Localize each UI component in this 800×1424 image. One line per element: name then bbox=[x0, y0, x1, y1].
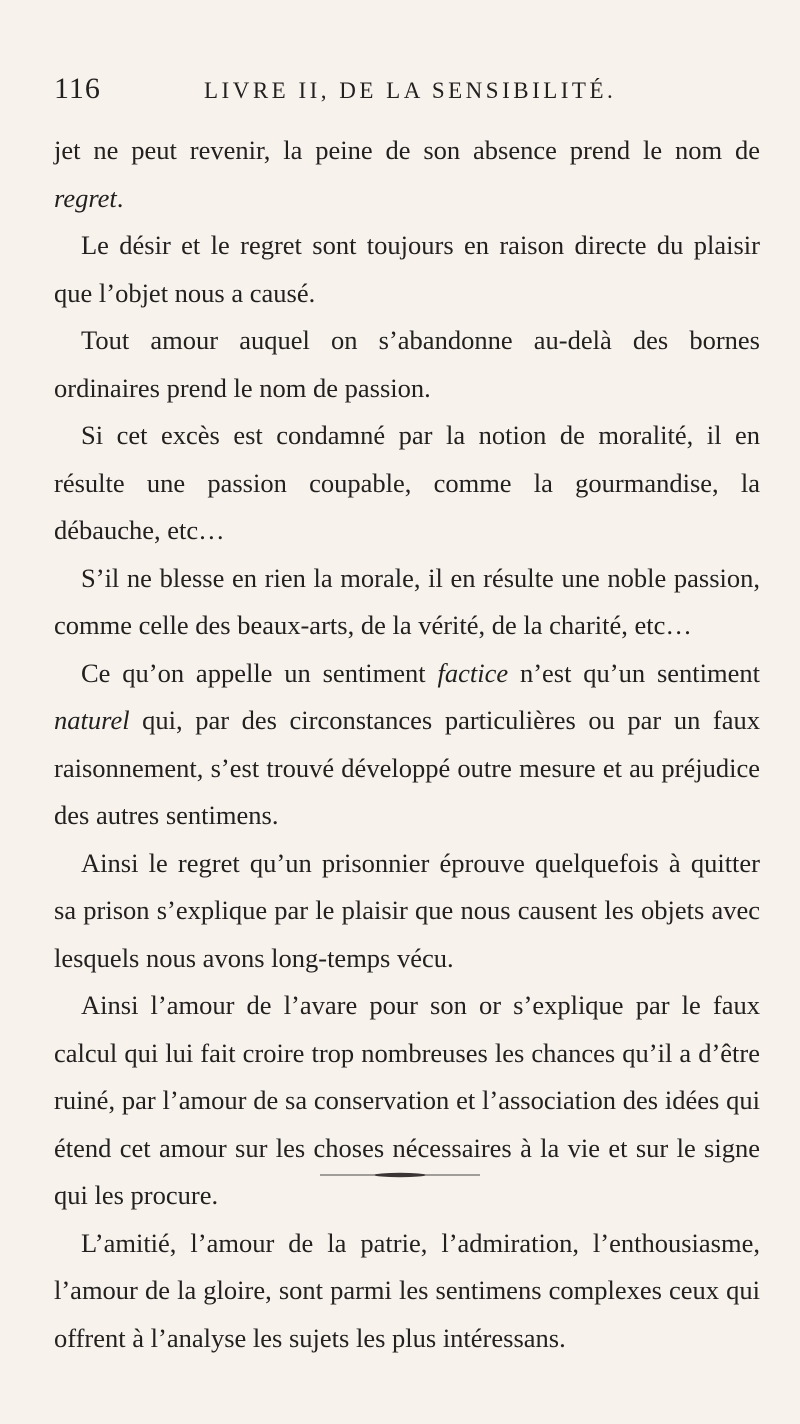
paragraph bbox=[54, 222, 760, 317]
text-run: qui, par des circonstances particulières ou par un faux raisonnement, s’est trouvé développé outre mesure et au préjudice des autres sentimens. bbox=[54, 705, 760, 830]
paragraph bbox=[54, 555, 760, 650]
paragraph bbox=[54, 982, 760, 1220]
text-run: Ainsi le regret qu’un prisonnier éprouve quelquefois à quitter sa prison s’explique par le plaisir que nous causent les objets avec lesquels nous avons long-temps vécu. bbox=[54, 847, 760, 973]
running-title: LIVRE II, DE LA SENSIBILITÉ. bbox=[204, 78, 617, 103]
text-run: Tout amour auquel on s’abandonne au-delà des bornes ordinaires prend le nom de passion. bbox=[54, 325, 760, 403]
text-run: Ainsi l’amour de l’avare pour son or s’explique par le faux calcul qui lui fait croire trop nombreuses les chances qu’il a d’être ruiné, par l’amour de sa conservation et l’association des idées qui étend cet amour sur les choses nécessaires à la vie et sur le signe qui les procure. bbox=[54, 990, 760, 1210]
italic-term: naturel bbox=[54, 705, 130, 735]
text-run: L’amitié, l’amour de la patrie, l’admiration, l’enthousiasme, l’amour de la gloire, sont parmi les sentimens complexes ceux qui offrent à l’analyse les sujets les plus intéressans. bbox=[54, 1227, 760, 1353]
text-run: S’il ne blesse en rien la morale, il en résulte une noble passion, comme celle des beaux-arts, de la vérité, de la charité, etc… bbox=[54, 562, 760, 640]
ornament-rule-icon bbox=[320, 1172, 480, 1178]
text-run: Si cet excès est condamné par la notion de moralité, il en résulte une passion coupable, comme la gourmandise, la débauche, etc… bbox=[54, 420, 760, 545]
running-head bbox=[54, 72, 760, 112]
paragraph bbox=[54, 840, 760, 983]
paragraph bbox=[54, 412, 760, 555]
paragraph bbox=[54, 317, 760, 412]
text-run: n’est qu’un sentiment bbox=[508, 657, 761, 688]
page-number: 116 bbox=[54, 72, 101, 105]
text-run: Le désir et le regret sont toujours en raison directe du plaisir que l’objet nous a causé. bbox=[54, 230, 760, 308]
text-run: . bbox=[116, 182, 124, 213]
text-run: jet ne peut revenir, la peine de son absence prend le nom de bbox=[54, 135, 760, 165]
paragraph bbox=[54, 127, 760, 222]
italic-term: factice bbox=[437, 657, 509, 688]
paragraph bbox=[54, 1220, 760, 1363]
paragraph bbox=[54, 650, 760, 840]
italic-term: regret bbox=[54, 182, 117, 213]
end-ornament-rule bbox=[320, 1172, 480, 1178]
text-run: Ce qu’on appelle un sentiment bbox=[81, 657, 438, 688]
